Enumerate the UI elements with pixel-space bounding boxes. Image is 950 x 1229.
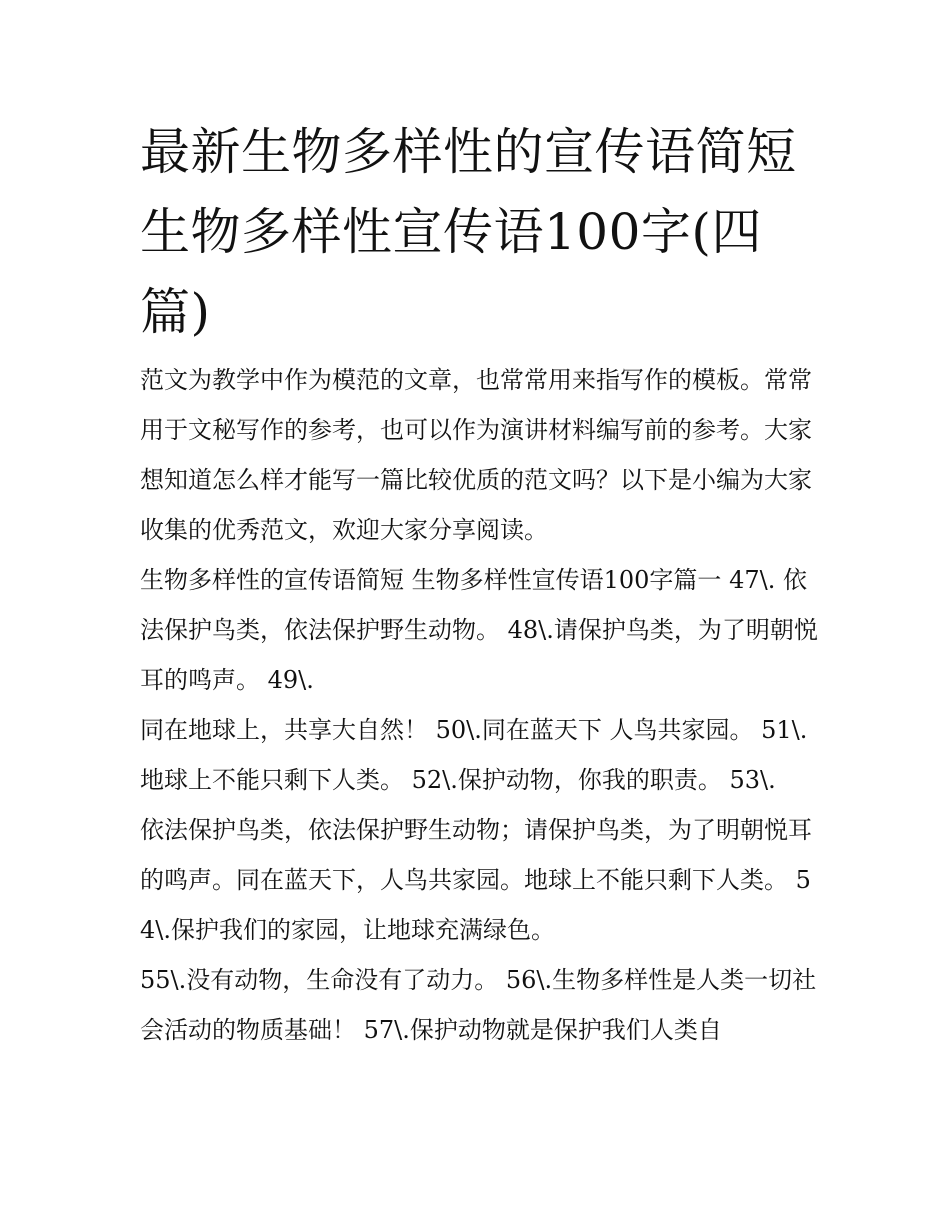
body-paragraph: 依法保护鸟类，依法保护野生动物；请保护鸟类，为了明朝悦耳的鸣声。同在蓝天下，人鸟共家园。地球上不能只剩下人类。 54\.保护我们的家园，让地球充满绿色。 [140,816,812,944]
body-paragraph: 生物多样性的宣传语简短 生物多样性宣传语100字篇一 47\. 依法保护鸟类，依法保护野生动物。 48\.请保护鸟类，为了明朝悦耳的鸣声。 49\. [140,566,818,694]
document-title: 最新生物多样性的宣传语简短生物多样性宣传语100字(四篇) [140,123,797,341]
body-paragraph: 同在地球上，共享大自然！ 50\.同在蓝天下 人鸟共家园。 51\.地球上不能只剩下人类。 52\.保护动物，你我的职责。 53\. [140,716,808,794]
intro-paragraph: 范文为教学中作为模范的文章，也常常用来指写作的模板。常常用于文秘写作的参考，也可以作为演讲材料编写前的参考。大家想知道怎么样才能写一篇比较优质的范文吗？以下是小编为大家收集的优秀范文，欢迎大家分享阅读。 [140,366,812,544]
document-body [140,355,820,1055]
body-paragraph: 55\.没有动物，生命没有了动力。 56\.生物多样性是人类一切社会活动的物质基础！ 57\.保护动物就是保护我们人类自 [140,966,817,1044]
